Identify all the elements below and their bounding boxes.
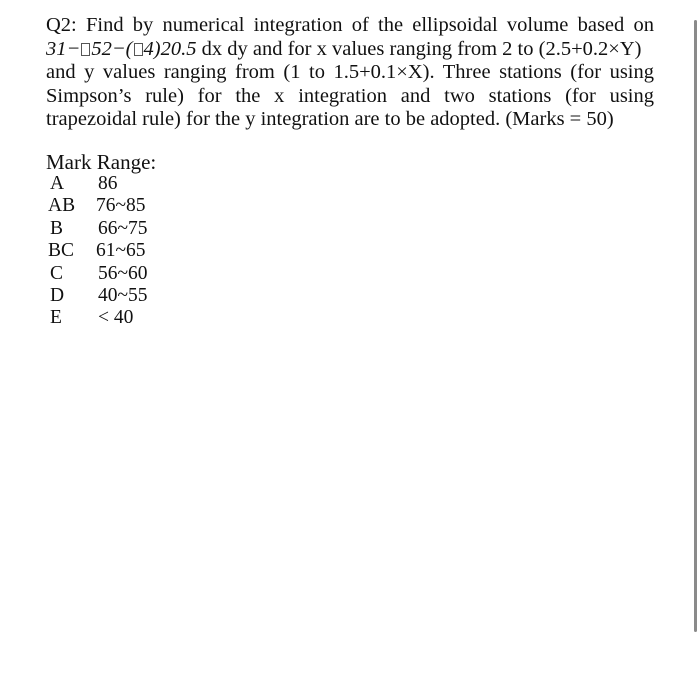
vertical-scrollbar[interactable] (694, 20, 697, 632)
grade-label: C (50, 262, 64, 284)
grade-label: BC (48, 240, 75, 262)
mark-range-row (46, 240, 178, 262)
mark-range-row (46, 173, 178, 195)
grade-label: B (50, 217, 64, 239)
grade-label: E (50, 307, 62, 329)
formula-part-c: 4)20.5 (143, 37, 197, 60)
question-text (46, 14, 654, 132)
mark-range-row (46, 195, 178, 217)
mark-range-row (46, 285, 178, 307)
mark-range-row (46, 218, 178, 240)
grade-range: 61~65 (96, 240, 146, 262)
missing-glyph-box-icon (134, 43, 143, 56)
grade-range: 86 (98, 173, 118, 194)
question-line-2-rest: dx dy and for x values ranging from 2 to (2.5+0.2×Y) (196, 37, 642, 60)
grade-label: D (50, 285, 65, 307)
mark-range-row (46, 307, 178, 329)
formula-part-a: 31− (46, 37, 81, 60)
question-line-5: trapezoidal rule) for the y integration are to be adopted. (Marks = 50) (46, 108, 614, 131)
grade-range: 66~75 (98, 217, 148, 239)
mark-range-row (46, 263, 178, 285)
formula (46, 38, 196, 60)
question-line-3: and y values ranging from (1 to 1.5+0.1×X). Three stations (for using (46, 61, 654, 84)
grade-label: A (50, 173, 65, 194)
mark-range-table (46, 173, 178, 330)
formula-part-b: 52−( (91, 37, 133, 60)
grade-range: 56~60 (98, 262, 148, 284)
question-line-4: Simpson’s rule) for the x integration and two stations (for using (46, 84, 654, 107)
grade-range: 76~85 (96, 195, 146, 217)
question-line-2 (46, 38, 654, 62)
grade-range: < 40 (98, 307, 134, 329)
mark-range-title: Mark Range: (46, 150, 157, 174)
grade-label: AB (48, 195, 76, 217)
grade-range: 40~55 (98, 285, 148, 307)
missing-glyph-box-icon (81, 43, 90, 56)
question-line-1: Q2: Find by numerical integration of the ellipsoidal volume based on (46, 14, 654, 36)
